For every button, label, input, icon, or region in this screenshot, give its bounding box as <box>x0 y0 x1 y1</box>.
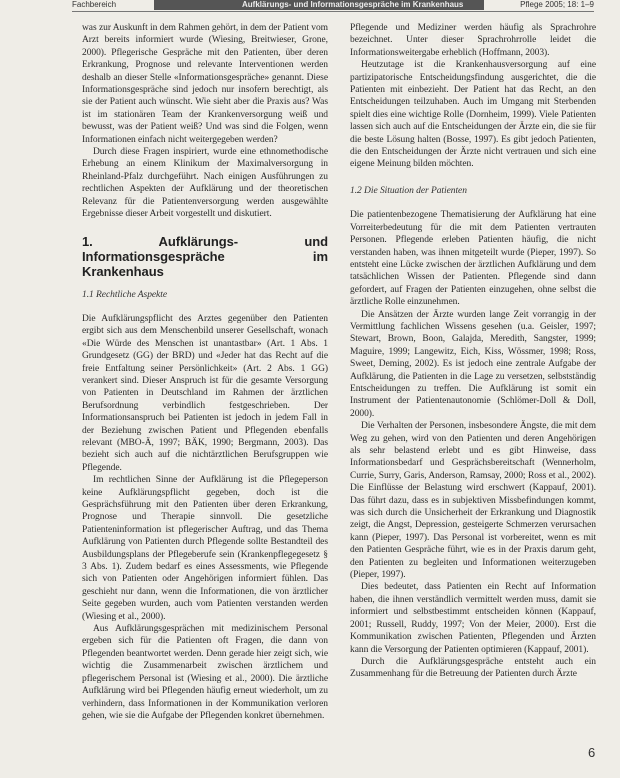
left-column <box>82 22 328 722</box>
header-title: Aufklärungs- und Informationsgespräche im Krankenhaus <box>242 0 464 9</box>
header-title-bar <box>154 0 484 10</box>
paragraph: Aus Aufklärungsgesprächen mit medizinischem Personal ergeben sich für die Patienten oft Fragen, die dann von Pflegenden beantwortet werden. Denn gerade hier zeigt sich, wie wichtig die Zusammenarbeit zwischen ärztlichem und pflegerischem Personal ist (Wiesing et al., 2000). Die ärztliche Aufklärung wird bei Pflegenden häufig erneut wiederholt, um zu verhindern, dass Informationen in der Kommunikation verloren gehen, wie sie die Aufgabe der Pflegenden konkret übernehmen. <box>82 624 328 721</box>
paragraph: Die Ansätzen der Ärzte wurden lange Zeit vorrangig in der Vermittlung fachlichen Wissens gesehen (u.a. Geisler, 1997; Stewart, Brown, Boon, Galajda, Meredith, Sangster, 1999; Maguire, 1999; Langewitz, Eich, Kiss, Wössmer, 1998; Ross, Sweet, Deming, 2002). Es ist jedoch eine zentrale Aufgabe der Aufklärung, die Patienten in die Lage zu versetzen, selbstständig Entscheidungen zu treffen. Die Aufklärung ist somit ein Instrument der Patientenautonomie (Schlömer-Doll & Doll, 2000). <box>350 309 596 419</box>
paragraph: Die Verhalten der Personen, insbesondere Ängste, die mit dem Weg zu gehen, wird von den Patienten und deren Angehörigen als sehr belastend erlebt und es gibt Hinweise, dass Informationsbedarf und Gesprächsbereitschaft (Wennerholm, Currie, Surry, Garis, Anderson, Ramsay, 2000; Ross et al., 2002). Die Einflüsse der Belastung wird erschwert (Kappauf, 2001). Das führt dazu, dass es in subjektiven Missbefindungen kommt, was sich durch die Unsicherheit der Erkrankung und Diagnostik zeigt, die Angst, Depression, gesteigerte Schmerzen verursachen kann (Pieper, 1997). Das Personal ist vorbereitet, wenn es mit den Patienten Gespräche führt, wie es in der Praxis darum geht, den Patienten zu begleiten und Informationen weiterzugeben (Pieper, 1997). <box>350 421 596 581</box>
paragraph: was zur Auskunft in dem Rahmen gehört, in dem der Patient vom Arzt bereits informiert wurde (Wiesing, Breitwieser, Grone, 2000). Pflegerische Gespräche mit den Patienten, über deren Erkrankung, Prognose und relevante Interventionen werden deshalb an dieser Stelle «Informationsgespräche» genannt. Diese Informationsgespräche sind jedoch nur insofern berechtigt, als sie der Patient auch wünscht. Wie sieht aber die Praxis aus? Was ist im stationären Team der Krankenversorgung weiß und bewusst, was der Patient weiß? Und was sind die Folgen, wenn Informationen einfach nicht weitergegeben werden? <box>82 23 329 145</box>
paragraph: Die Aufklärungspflicht des Arztes gegenüber den Patienten ergibt sich aus dem Menschenbild unserer Gesellschaft, wonach «Die Würde des Menschen ist unantastbar» (Art. 1 Abs. 1 Grundgesetz (GG) der BRD) und «Jeder hat das Recht auf die freie Entfaltung seiner Persönlichkeit» (Art. 2 Abs. 1 GG) verankert sind. Dieser Anspruch ist für die gesamte Versorgung von Patienten in Deutschland im Rahmen der ärztlichen Berufsordnung verbindlich festgeschrieben. Der Informationsanspruch bei Patienten ist jedoch in jedem Fall in der Beziehung zwischen Patient und Pflegenden ebenfalls relevant (MBO-Ä, 1997; BÄK, 1990; Bergmann, 2003). Das bezieht sich auch auf die nichtärztlichen Berufsgruppen wie Pflegende. <box>82 313 328 473</box>
page-number: 6 <box>588 745 596 760</box>
paragraph: Durch diese Fragen inspiriert, wurde eine ethnomethodische Erhebung an einem Klinikum der Maximalversorgung in Rheinland-Pfalz durchgeführt. Nach einigen Ausführungen zu rechtlichen Aspekten der Aufklärung und der theoretischen Relevanz für die Patientenversorgung werden ausgewählte Ergebnisse dieser Arbeit vorgestellt und diskutiert. <box>82 147 328 220</box>
paragraph: Heutzutage ist die Krankenhausversorgung auf eine partizipatorische Entscheidungsfindung ausgerichtet, die die Patienten mit einbezieht. Der Patient hat das Recht, an den Entscheidungen teilzuhaben. Auch im Umgang mit Sterbenden spielt dies eine wichtige Rolle (Dornheim, 1999). Viele Patienten lassen sich auch auf die Entscheidungen der Ärzte ein, die sie für die beste Lösung halten (Bosse, 1997). Es gibt jedoch Patienten, die den Entscheidungen der Ärzte nicht vertrauen und sich eine eigene Meinung bilden möchten. <box>350 60 596 170</box>
header-citation: Pflege 2005; 18: 1–9 <box>520 0 594 9</box>
paragraph: Durch die Aufklärungsgespräche entsteht auch ein Zusammenhang für die Betreuung der Patienten durch Ärzte <box>350 656 596 680</box>
paragraph: Pflegende und Mediziner werden häufig als Sprachrohre bezeichnet. Unter dieser Sprachrohrrolle leidet die Informationsweitergabe erheblich (Hoffmann, 2003). <box>350 23 596 58</box>
right-column <box>350 22 596 681</box>
paragraph: Die patientenbezogene Thematisierung der Aufklärung hat eine Vorreiterbedeutung für die mit dem Patienten vertrauten Personen. Pflegende erleben Patienten häufig, die nicht verstanden haben, was ihnen mitgeteilt wurde (Pieper, 1997). So entsteht eine Lücke zwischen der ärztlichen Aufklärung und dem tatsächlichen Wissen der Patienten. Pflegende sind dann gefordert, auf Fragen der Patienten einzugehen, ohne selbst die ärztliche Rolle einzunehmen. <box>350 210 596 308</box>
paragraph: Im rechtlichen Sinne der Aufklärung ist die Pflegeperson keine Aufklärungspflicht gegeben, doch ist die Gesprächsführung mit den Patienten über deren Erkrankung, Prognose und Therapie sinnvoll. Die gesetzliche Patienteninformation ist pflegerischer Auftrag, und das Thema Aufklärung von Patienten durch Pflegende sollte Bestandteil des Ausbildungsplans der Pflegeberufe sein (Krankenpflegegesetz § 3 Abs. 1). Zudem bedarf es eines Assessments, wie Pflegende sich von Patienten oder Angehörigen informiert fühlen. Das geschieht nur dann, wenn die Informationen, die von ärztlicher Seite gegeben wurden, auch vom Patienten verstanden werden (Wiesing et al., 2000). <box>82 475 328 622</box>
paragraph: Dies bedeutet, dass Patienten ein Recht auf Information haben, die ihnen verständlich vermittelt werden muss, damit sie informiert und selbstbestimmt entscheiden können (Kappauf, 2001; Russell, Ruddy, 1997; Von der Meier, 2000). Erst die Kommunikation zwischen Patienten, Pflegenden und Ärzten kann die Versorgung der Patienten optimieren (Kappauf, 2001). <box>350 582 596 655</box>
section-heading: 1.1 Rechtliche Aspekte <box>82 289 167 300</box>
running-header <box>72 0 594 12</box>
header-left-text: Fachbereich <box>72 0 117 9</box>
chapter-heading: 1. Aufklärungs- und Informationsgespräche im Krankenhaus <box>82 233 328 279</box>
section-heading: 1.2 Die Situation der Patienten <box>350 185 467 196</box>
